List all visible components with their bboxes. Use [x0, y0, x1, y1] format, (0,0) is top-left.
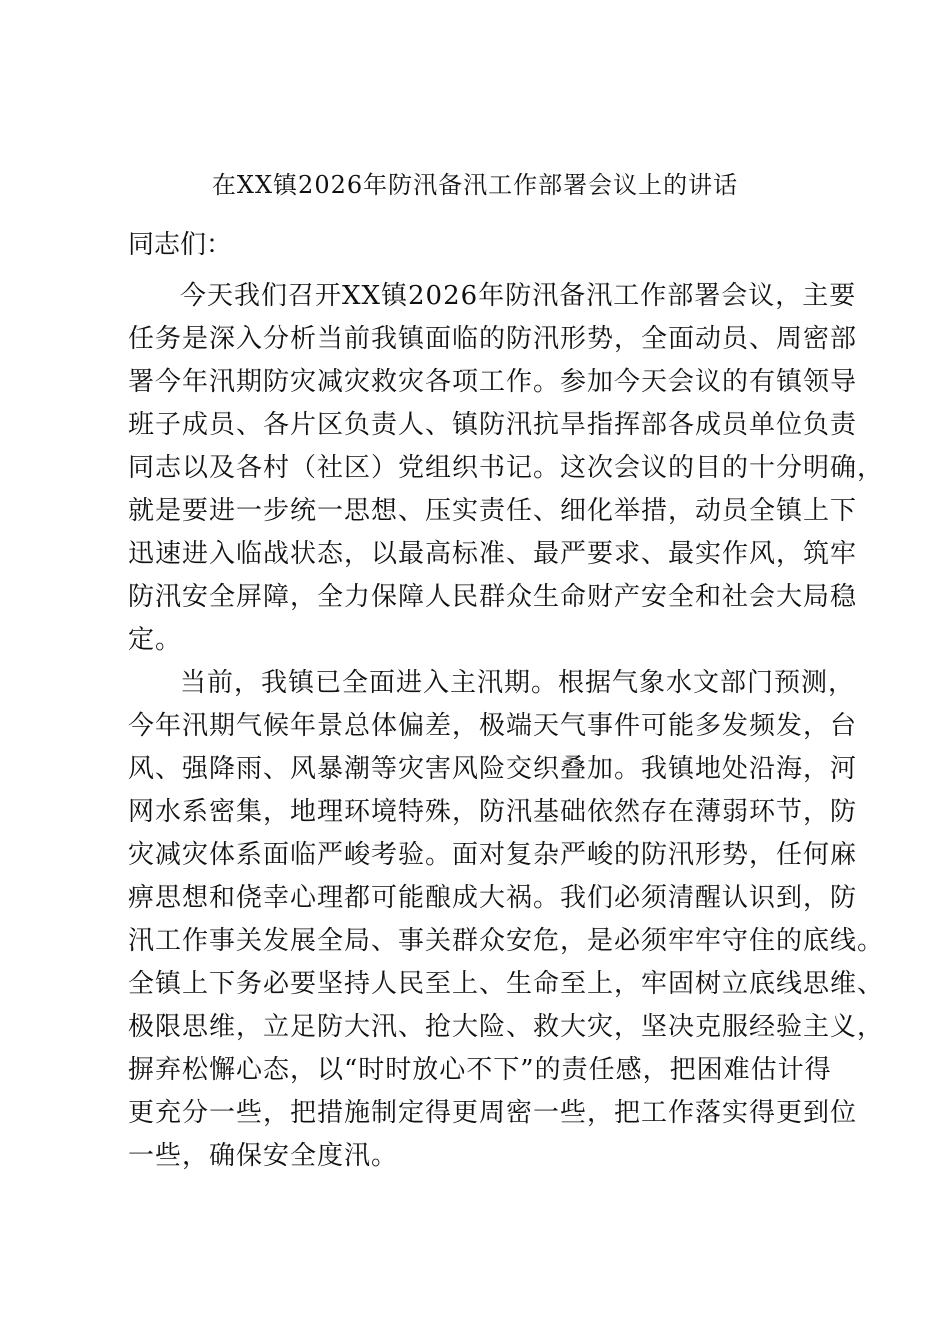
text-line: 定。	[128, 625, 183, 655]
text-line: 痹思想和侥幸心理都可能酿成大祸。我们必须清醒认识到，防	[128, 883, 858, 913]
text-line: 班子成员、各片区负责人、镇防汛抗旱指挥部各成员单位负责	[128, 410, 858, 440]
text-line: 更充分一些，把措施制定得更周密一些，把工作落实得更到位	[128, 1098, 858, 1128]
text-line: 网水系密集，地理环境特殊，防汛基础依然存在薄弱环节，防	[128, 797, 858, 827]
text-line: 风、强降雨、风暴潮等灾害风险交织叠加。我镇地处沿海，河	[128, 754, 858, 784]
text-line: 防汛安全屏障，全力保障人民群众生命财产安全和社会大局稳	[128, 582, 858, 612]
text-line: 全镇上下务必要坚持人民至上、生命至上，牢固树立底线思维、	[128, 969, 885, 999]
document-title: 在XX镇2026年防汛备汛工作部署会议上的讲话	[211, 171, 739, 199]
text-line: 迅速进入临战状态，以最高标准、最严要求、最实作风，筑牢	[128, 539, 858, 569]
text-line: 今年汛期气候年景总体偏差，极端天气事件可能多发频发，台	[128, 711, 858, 741]
text-line: 就是要进一步统一思想、压实责任、细化举措，动员全镇上下	[128, 496, 858, 526]
text-line: 汛工作事关发展全局、事关群众安危，是必须牢牢守住的底线。	[128, 926, 885, 956]
salutation: 同志们：	[128, 230, 233, 260]
text-line: 极限思维，立足防大汛、抢大险、救大灾，坚决克服经验主义，	[128, 1012, 885, 1042]
text-line: 同志以及各村（社区）党组织书记。这次会议的目的十分明确，	[128, 453, 885, 483]
text-line: 署今年汛期防灾减灾救灾各项工作。参加今天会议的有镇领导	[128, 367, 858, 397]
text-line: 摒弃松懈心态，以“时时放心不下”的责任感，把困难估计得	[128, 1055, 832, 1085]
text-line: 一些，确保安全度汛。	[128, 1141, 399, 1171]
text-line: 当前，我镇已全面进入主汛期。根据气象水文部门预测，	[180, 668, 856, 698]
text-line: 灾减灾体系面临严峻考验。面对复杂严峻的防汛形势，任何麻	[128, 840, 858, 870]
text-line: 任务是深入分析当前我镇面临的防汛形势，全面动员、周密部	[128, 324, 858, 354]
text-line: 今天我们召开XX镇2026年防汛备汛工作部署会议，主要	[180, 281, 857, 311]
